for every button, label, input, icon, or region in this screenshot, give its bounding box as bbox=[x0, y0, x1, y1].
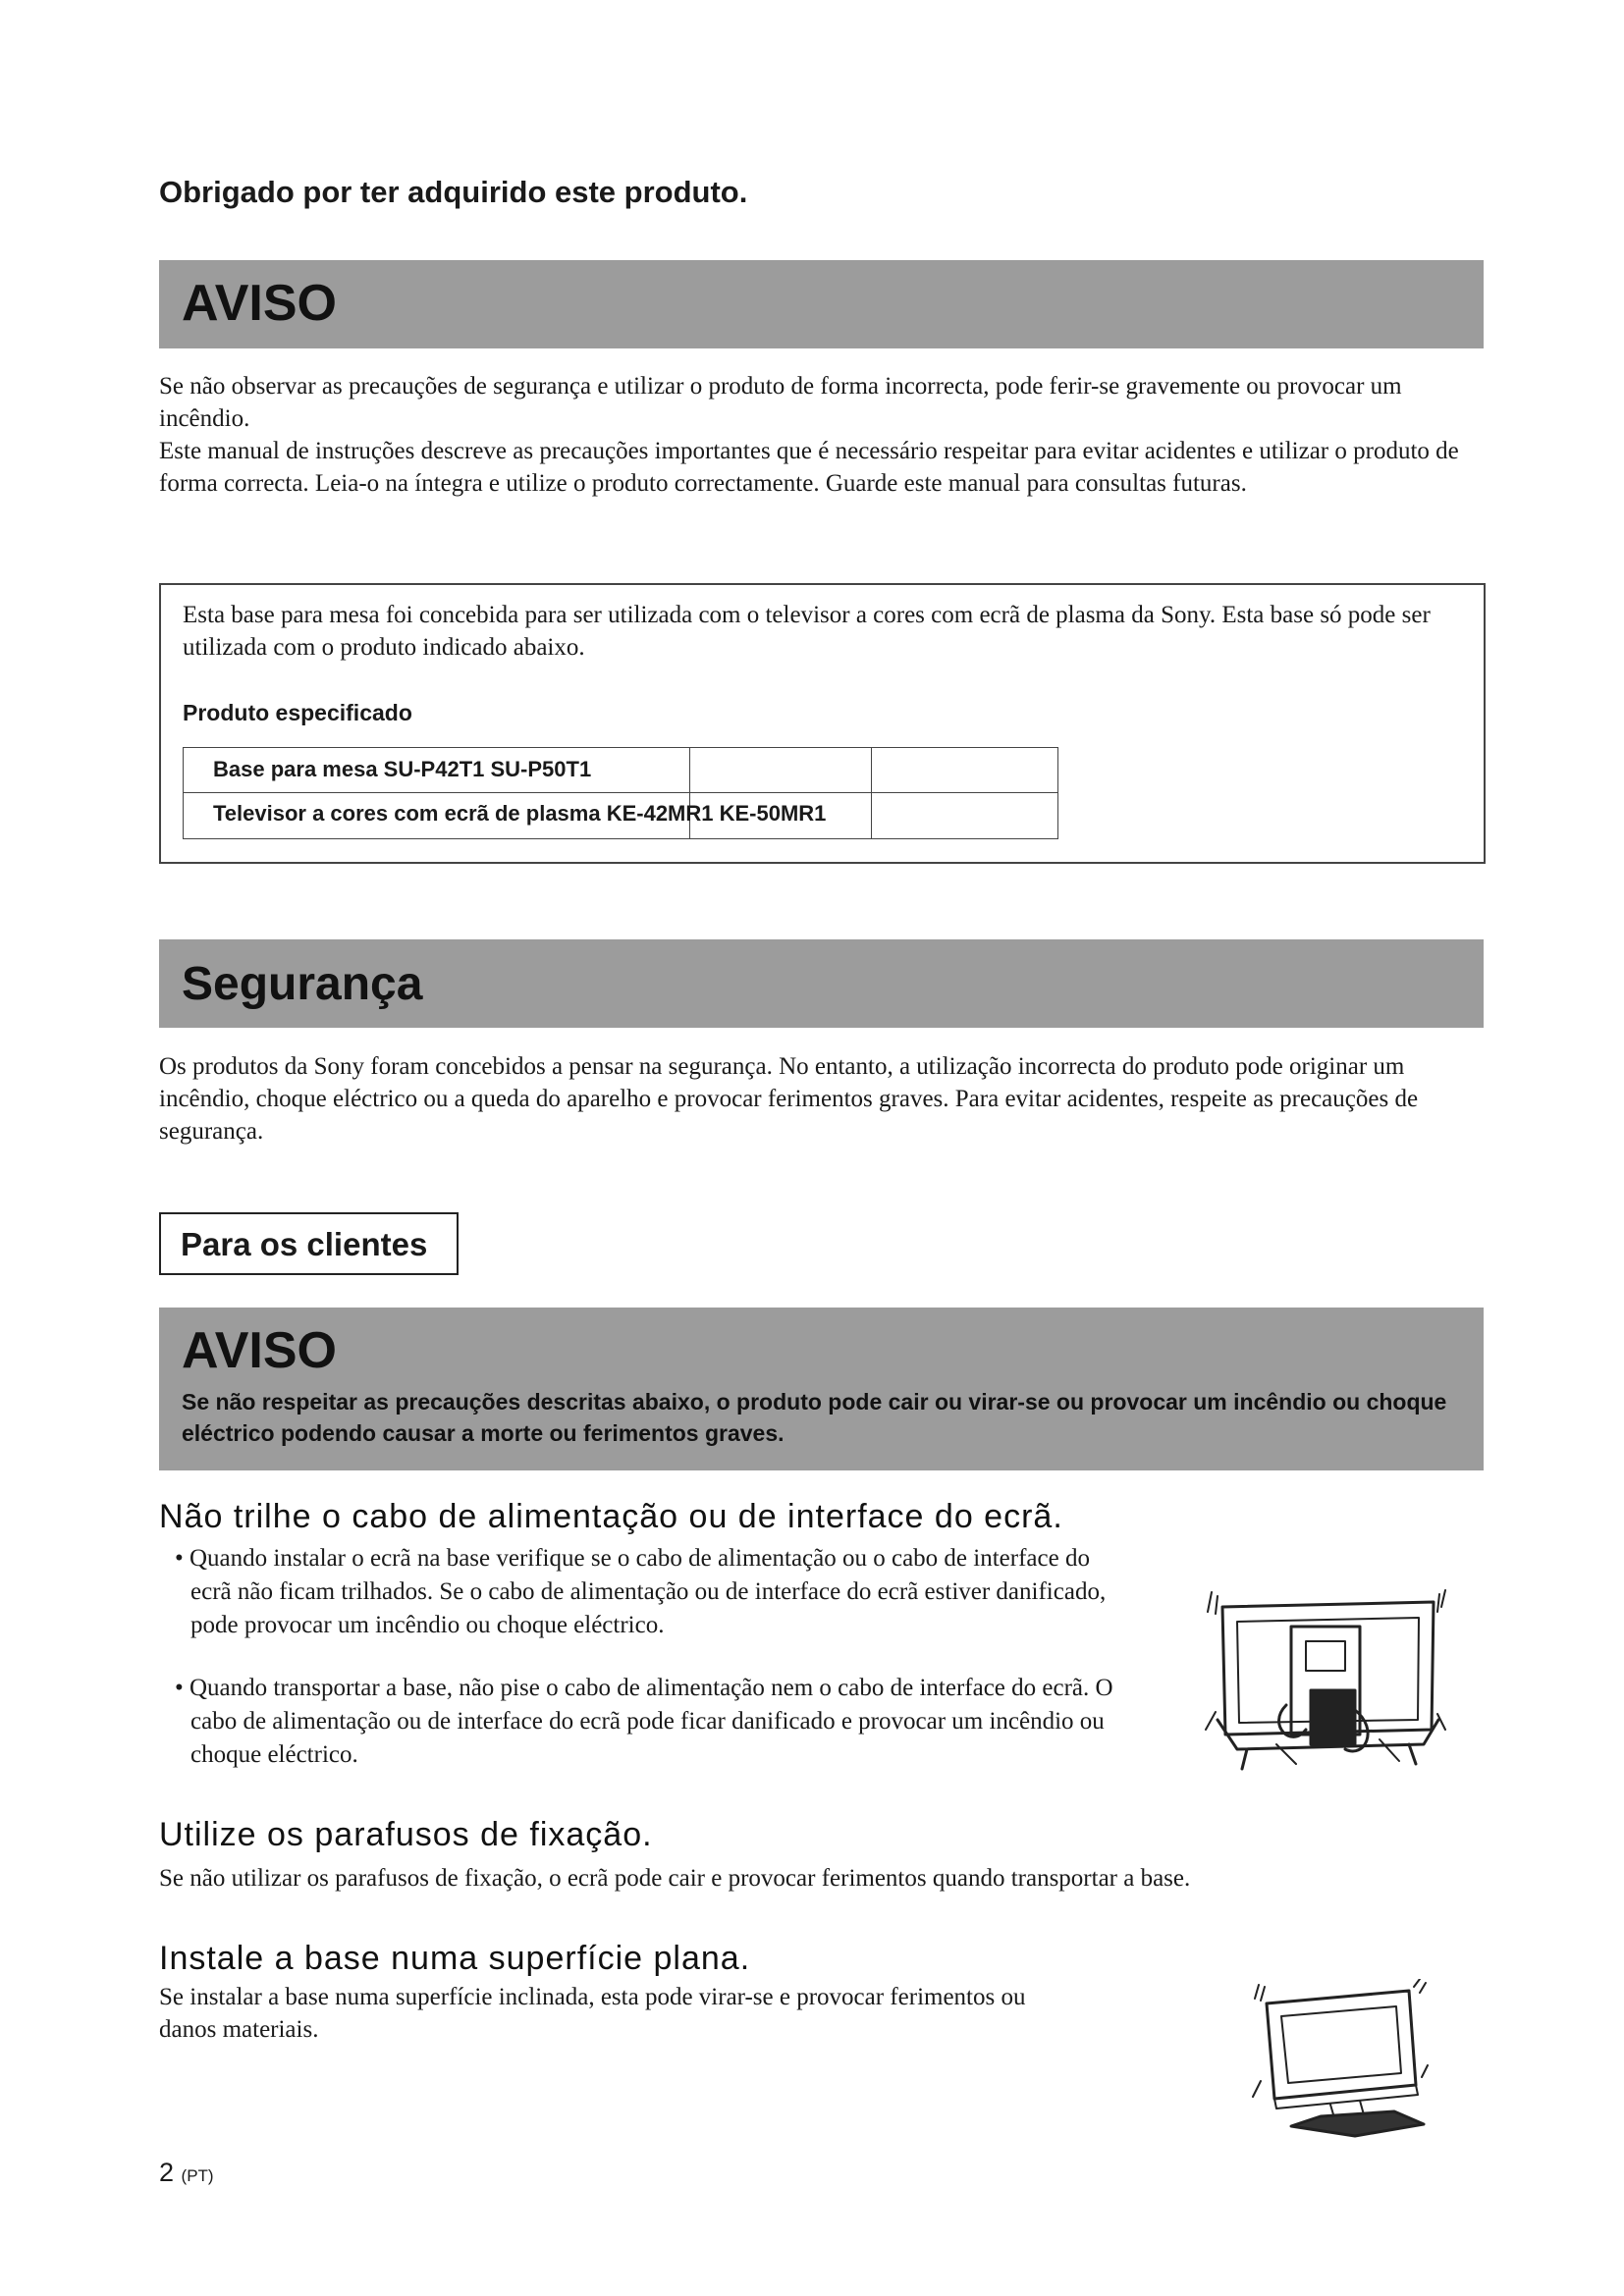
clients-tag bbox=[159, 1212, 459, 1275]
tilted-display-illustration bbox=[1247, 1979, 1429, 2146]
spec-table bbox=[183, 747, 1058, 839]
aviso-intro-title: AVISO bbox=[182, 275, 337, 332]
display-cable-illustration bbox=[1198, 1582, 1453, 1779]
cable-bullet: • Quando transportar a base, não pise o cabo de alimentação nem o cabo de interface do ecrã. O cabo de alimentação ou de interface do ecrã pode ficar danificado e provocar um incêndio ou choque eléctrico. bbox=[175, 1675, 1113, 1768]
aviso-intro-banner bbox=[159, 260, 1484, 348]
page-language: (PT) bbox=[181, 2166, 214, 2185]
aviso-clients-banner bbox=[159, 1308, 1484, 1470]
clients-label: Para os clientes bbox=[181, 1226, 428, 1262]
safety-title: Segurança bbox=[182, 958, 423, 1010]
safety-paragraph: Os produtos da Sony foram concebidos a pensar na segurança. No entanto, a utilização incorrecta do produto pode originar um incêndio, choque eléctrico ou a queda do aparelho e provocar ferimentos graves. Para evitar acidentes, respeite as precauções de segurança. bbox=[159, 1053, 1419, 1145]
spec-title: Produto especificado bbox=[183, 700, 412, 725]
safety-banner bbox=[159, 939, 1484, 1028]
spec-table-column-divider bbox=[871, 748, 872, 838]
cable-section-heading: Não trilhe o cabo de alimentação ou de interface do ecrã. bbox=[159, 1498, 1063, 1535]
spec-description: Esta base para mesa foi concebida para ser utilizada com o televisor a cores com ecrã de plasma da Sony. Esta base só pode ser utilizada com o produto indicado abaixo. bbox=[183, 602, 1431, 661]
aviso-intro-paragraph-1: Se não observar as precauções de segurança e utilizar o produto de forma incorrecta, pode ferir-se gravemente ou provocar um incêndio. bbox=[159, 373, 1402, 432]
spec-table-row-divider bbox=[184, 792, 1057, 793]
spec-table-row: Base para mesa SU-P42T1 SU-P50T1 bbox=[213, 757, 592, 781]
specified-product-box bbox=[159, 583, 1486, 864]
page-number bbox=[159, 2158, 214, 2188]
flat-surface-section-heading: Instale a base numa superfície plana. bbox=[159, 1940, 751, 1977]
thanks-heading: Obrigado por ter adquirido este produto. bbox=[159, 175, 748, 209]
screws-section-heading: Utilize os parafusos de fixação. bbox=[159, 1816, 653, 1853]
page-number-value: 2 bbox=[159, 2158, 175, 2187]
spec-table-row: Televisor a cores com ecrã de plasma KE-42MR1 KE-50MR1 bbox=[213, 801, 827, 826]
aviso-intro-paragraph-2: Este manual de instruções descreve as precauções importantes que é necessário respeitar para evitar acidentes e utilizar o produto de forma correcta. Leia-o na íntegra e utilize o produto correctamente. Guarde este manual para consultas futuras. bbox=[159, 438, 1459, 497]
screws-paragraph: Se não utilizar os parafusos de fixação, o ecrã pode cair e provocar ferimentos quando transportar a base. bbox=[159, 1865, 1191, 1892]
cable-bullet: • Quando instalar o ecrã na base verifique se o cabo de alimentação ou o cabo de interface do ecrã não ficam trilhados. Se o cabo de alimentação ou de interface do ecrã estiver danificado, pode provocar um incêndio ou choque eléctrico. bbox=[175, 1545, 1107, 1638]
aviso-clients-title: AVISO bbox=[182, 1322, 337, 1379]
flat-surface-paragraph: Se instalar a base numa superfície inclinada, esta pode virar-se e provocar ferimentos ou danos materiais. bbox=[159, 1984, 1026, 2043]
aviso-clients-text: Se não respeitar as precauções descritas abaixo, o produto pode cair ou virar-se ou provocar um incêndio ou choque eléctrico podendo causar a morte ou ferimentos graves. bbox=[182, 1389, 1447, 1446]
